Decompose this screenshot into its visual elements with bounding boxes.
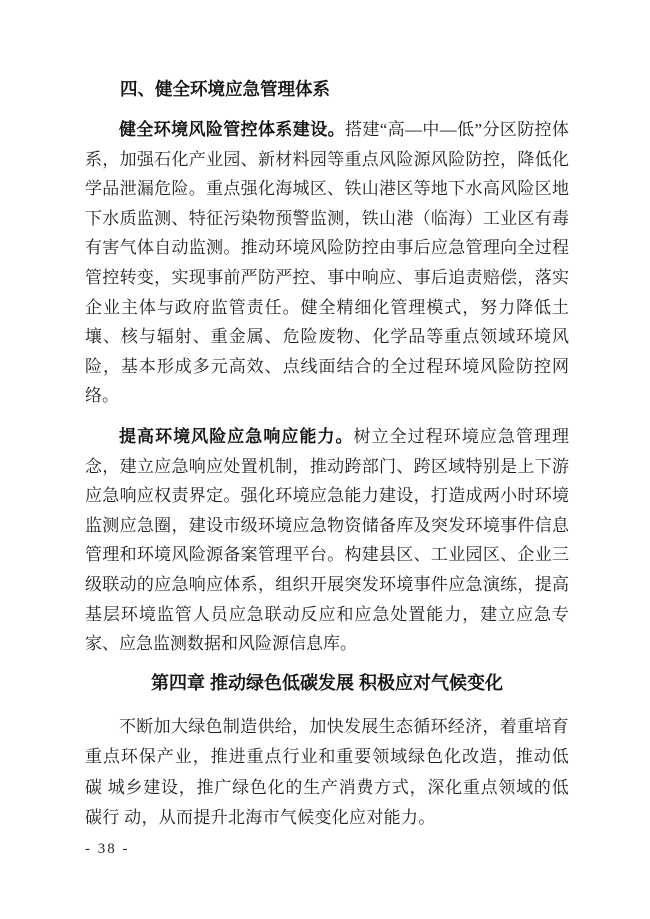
- paragraph-emergency-response: [85, 422, 569, 659]
- paragraph-body: 树立全过程环境应急管理理念，建立应急响应处置机制，推动跨部门、跨区域特别是上下游应急响应权责界定。强化环境应急能力建设，打造成两小时环境监测应急圈，建设市级环境应急物资储备库及突发环境事件信息管理和环境风险源备案管理平台。构建县区、工业园区、企业三级联动的应急响应体系，组织开展突发环境事件应急演练，提高基层环境监管人员应急联动反应和应急处置能力，建立应急专家、应急监测数据和风险源信息库。: [85, 426, 570, 654]
- paragraph-body: 不断加大绿色制造供给，加快发展生态循环经济，着重培育重点环保产业，推进重点行业和重要领域绿色化改造，推动低碳 城乡建设，推广绿色化的生产消费方式，深化重点领域的低碳行 动，从而提升北海市气候变化应对能力。: [85, 716, 569, 828]
- paragraph-lead: 提高环境风险应急响应能力。: [119, 426, 354, 446]
- paragraph-green-low-carbon: [85, 712, 569, 834]
- chapter-heading: 第四章 推动绿色低碳发展 积极应对气候变化: [151, 672, 503, 693]
- paragraph-risk-control-system: [85, 115, 569, 411]
- section-heading: 四、健全环境应急管理体系: [120, 79, 330, 99]
- page-number: - 38 -: [85, 841, 130, 857]
- paragraph-body: 搭建“高—中—低”分区防控体系，加强石化产业园、新材料园等重点风险源风险防控，降低化学品泄漏危险。重点强化海城区、铁山港区等地下水高风险区地下水质监测、特征污染物预警监测，铁山港（临海）工业区有毒有害气体自动监测。推动环境风险防控由事后应急管理向全过程管控转变，实现事前严防严控、事中响应、事后追责赔偿，落实企业主体与政府监管责任。健全精细化管理模式，努力降低土壤、核与辐射、重金属、危险废物、化学品等重点领域环境风险，基本形成多元高效、点线面结合的全过程环境风险防控网络。: [85, 120, 569, 406]
- page-content: [85, 78, 569, 845]
- paragraph-lead: 健全环境风险管控体系建设。: [119, 120, 345, 139]
